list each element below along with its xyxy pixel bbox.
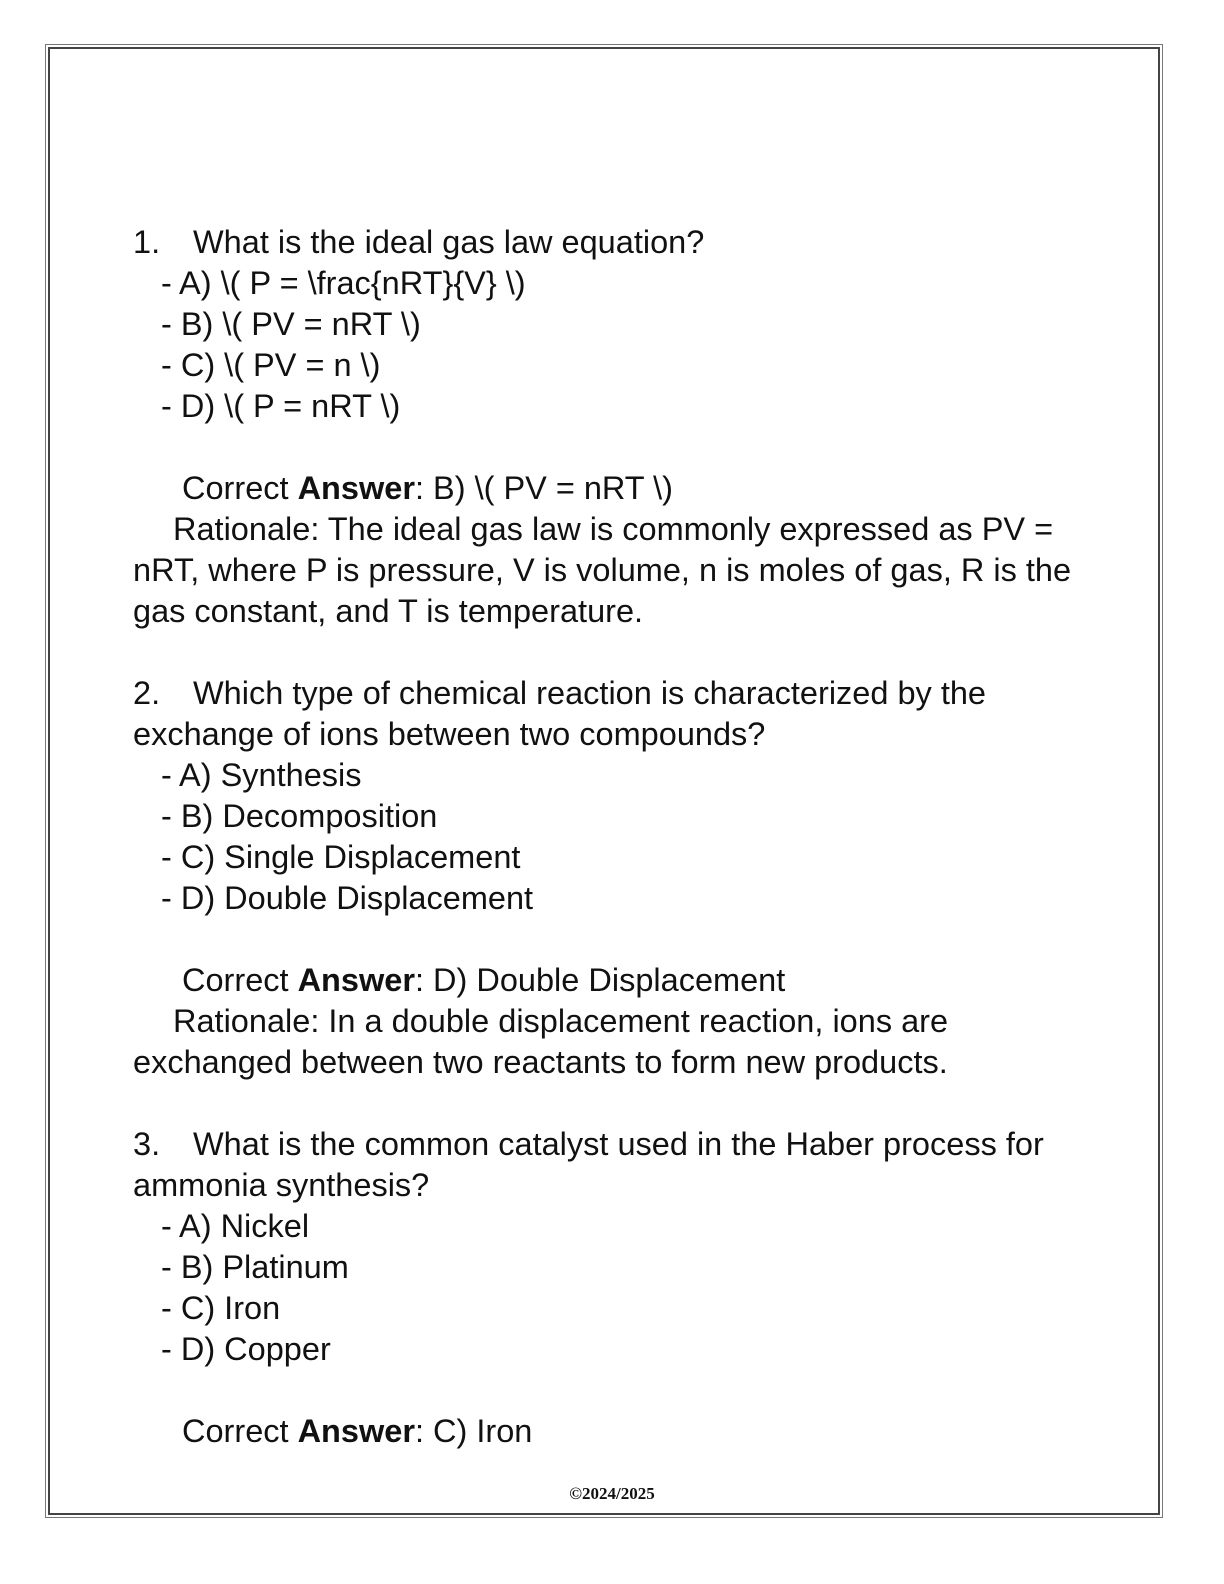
question-3-option-c: - C) Iron <box>161 1290 281 1326</box>
question-3-text: What is the common catalyst used in the Haber process for ammonia synthesis? <box>133 1126 1053 1203</box>
spacer <box>133 427 1093 468</box>
question-1-text: What is the ideal gas law equation? <box>193 224 705 260</box>
question-2-option-a: - A) Synthesis <box>161 757 362 793</box>
question-1-option-a: - A) \( P = \frac{nRT}{V} \) <box>161 265 526 301</box>
question-1-number: 1. <box>133 224 161 260</box>
question-2-number: 2. <box>133 675 161 711</box>
question-3-prompt <box>133 1124 1093 1206</box>
question-1-option-d: - D) \( P = nRT \) <box>161 388 401 424</box>
question-3-answer <box>133 1411 1093 1452</box>
spacer <box>133 919 1093 960</box>
question-2-answer <box>133 960 1093 1001</box>
answer-keyword: Answer <box>297 962 415 998</box>
question-3 <box>133 1124 1093 1452</box>
answer-prefix: Correct <box>182 470 298 506</box>
question-3-option-b: - B) Platinum <box>161 1249 349 1285</box>
question-2-rationale: Rationale: In a double displacement reaction, ions are exchanged between two reactants to form new products. <box>133 1003 949 1080</box>
answer-prefix: Correct <box>182 1413 298 1449</box>
question-1-answer <box>133 468 1093 509</box>
answer-value: : B) \( PV = nRT \) <box>414 470 673 506</box>
question-3-option-a: - A) Nickel <box>161 1208 310 1244</box>
question-2-option-b: - B) Decomposition <box>161 798 438 834</box>
question-1-option-b: - B) \( PV = nRT \) <box>161 306 421 342</box>
question-2-text: Which type of chemical reaction is characterized by the exchange of ions between two compounds? <box>133 675 996 752</box>
document-body <box>133 222 1093 1493</box>
answer-keyword: Answer <box>297 1413 415 1449</box>
answer-value: : D) Double Displacement <box>414 962 786 998</box>
question-3-option-d: - D) Copper <box>161 1331 331 1367</box>
spacer <box>133 1370 1093 1411</box>
question-3-number: 3. <box>133 1126 161 1162</box>
copyright-footer: ©2024/2025 <box>569 1484 655 1503</box>
question-2-option-c: - C) Single Displacement <box>161 839 521 875</box>
question-1-prompt <box>133 222 1093 263</box>
question-1-rationale: Rationale: The ideal gas law is commonly expressed as PV = nRT, where P is pressure, V is volume, n is moles of gas, R is the gas constant, and T is temperature. <box>133 511 1072 629</box>
question-2-option-d: - D) Double Displacement <box>161 880 534 916</box>
answer-keyword: Answer <box>297 470 415 506</box>
answer-value: : C) Iron <box>414 1413 533 1449</box>
question-1-option-c: - C) \( PV = n \) <box>161 347 381 383</box>
question-1 <box>133 222 1093 632</box>
question-2 <box>133 673 1093 1083</box>
question-2-prompt <box>133 673 1093 755</box>
answer-prefix: Correct <box>182 962 298 998</box>
